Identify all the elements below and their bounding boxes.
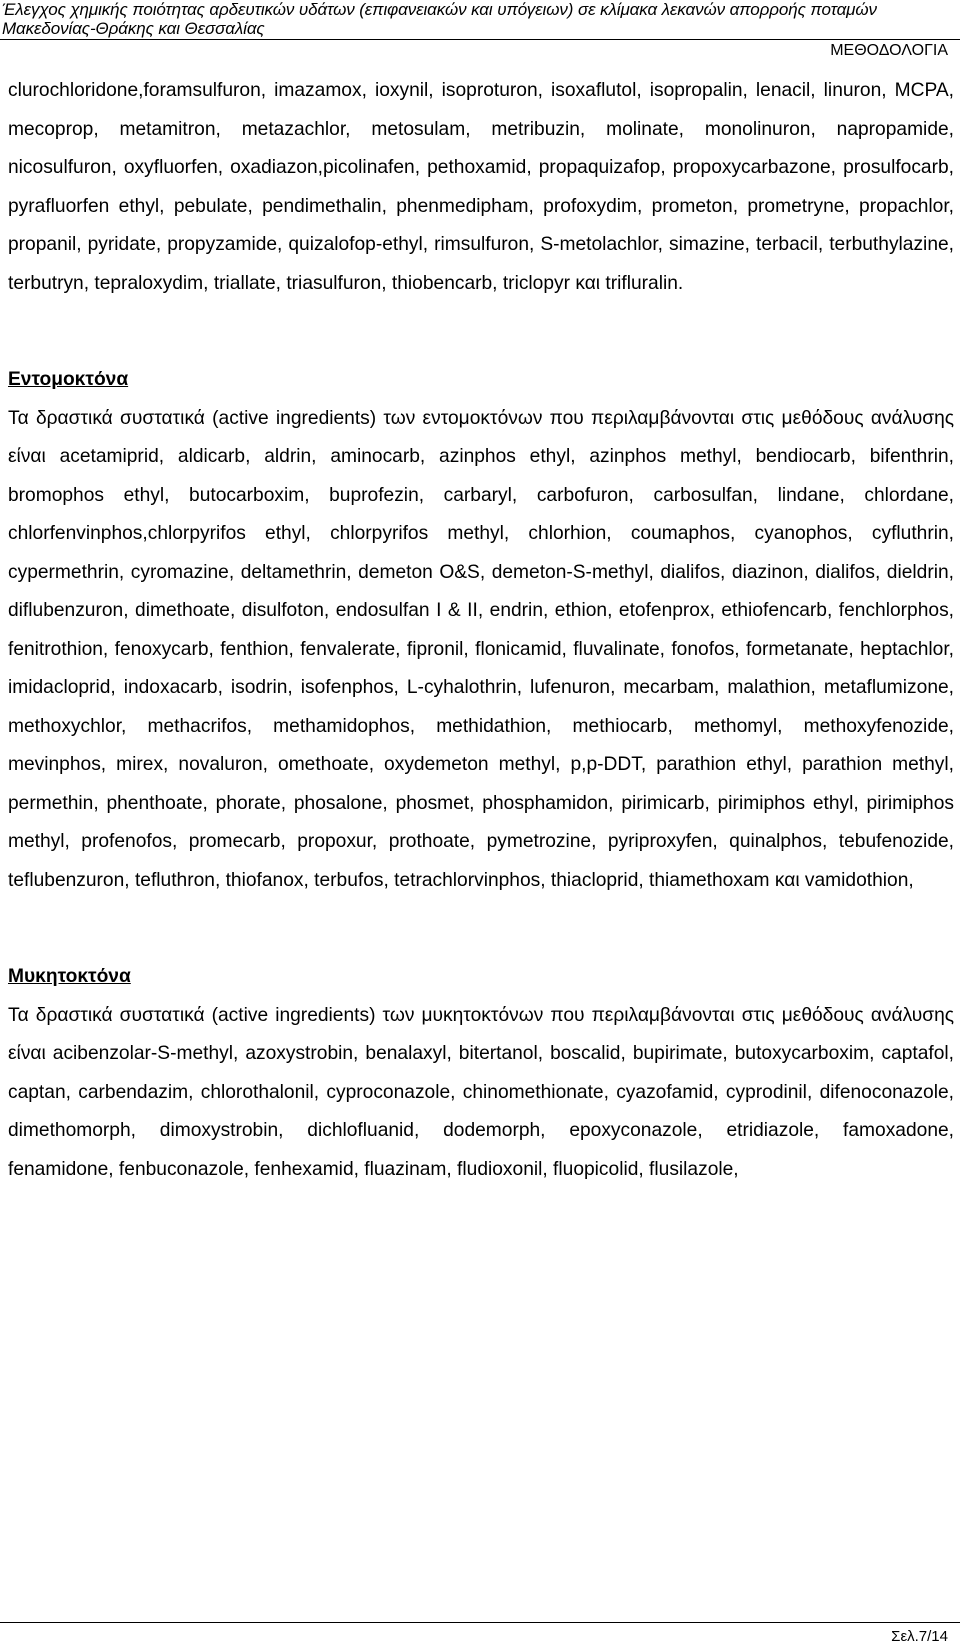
insecticides-heading: Εντομοκτόνα xyxy=(8,369,129,390)
page-content xyxy=(8,72,954,1189)
spacer xyxy=(8,900,954,958)
herbicides-list-paragraph: clurochloridone,foramsulfuron, imazamox, ioxynil, isoproturon, isoxaflutol, isopropalin, lenacil, linuron, MCPA, mecoprop, metamitron, metazachlor, metosulam, metribuzin, molinate, monolinuron, napropamide, nicosulfuron, oxyfluorfen, oxadiazon,picolinafen, pethoxamid, propaquizafop, propoxycarbazone, prosulfocarb, pyrafluorfen ethyl, pebulate, pendimethalin, phenmedipham, profoxydim, prometon, prometryne, propachlor, propanil, pyridate, propyzamide, quizalofop-ethyl, rimsulfuron, S-metolachlor, simazine, terbacil, terbuthylazine, terbutryn, tepraloxydim, triallate, triasulfuron, thiobencarb, triclopyr και trifluralin. xyxy=(8,80,954,294)
fungicides-heading: Μυκητοκτόνα xyxy=(8,966,131,987)
footer-divider xyxy=(0,1622,960,1623)
insecticides-paragraph: Τα δραστικά συστατικά (active ingredients) των εντομοκτόνων που περιλαμβάνονται στις μεθόδους ανάλυσης είναι acetamiprid, aldicarb, aldrin, aminocarb, azinphos ethyl, azinphos methyl, bendiocarb, bifenthrin, bromophos ethyl, butocarboxim, buprofezin, carbaryl, carbofuron, carbosulfan, lindane, chlordane, chlorfenvinphos,chlorpyrifos ethyl, chlorpyrifos methyl, chlorhion, coumaphos, cyanophos, cyfluthrin, cypermethrin, cyromazine, deltamethrin, demeton O&S, demeton-S-methyl, dialifos, diazinon, dialifos, dieldrin, diflubenzuron, dimethoate, disulfoton, endosulfan I & II, endrin, ethion, etofenprox, ethiofencarb, fenchlorphos, fenitrothion, fenoxycarb, fenthion, fenvalerate, fipronil, flonicamid, fluvalinate, fonofos, formetanate, heptachlor, imidacloprid, indoxacarb, isodrin, isofenphos, L-cyhalothrin, lufenuron, mecarbam, malathion, metaflumizone, methoxychlor, methacrifos, methamidophos, methidathion, methiocarb, methomyl, methoxyfenozide, mevinphos, mirex, novaluron, omethoate, oxydemeton methyl, p,p-DDT, parathion ethyl, parathion methyl, permethin, phenthoate, phorate, phosalone, phosmet, phosphamidon, pirimicarb, pirimiphos ethyl, pirimiphos methyl, profenofos, promecarb, propoxur, prothoate, pymetrozine, pyriproxyfen, quinalphos, tebufenozide, teflubenzuron, tefluthron, thiofanox, terbufos, tetrachlorvinphos, thiacloprid, thiamethoxam και vamidothion, xyxy=(8,407,954,891)
header-divider xyxy=(0,39,960,40)
fungicides-paragraph: Τα δραστικά συστατικά (active ingredients) των μυκητοκτόνων που περιλαμβάνονται στις μεθόδους ανάλυσης είναι acibenzolar-S-methyl, azoxystrobin, benalaxyl, bitertanol, boscalid, bupirimate, butoxycarboxim, captafol, captan, carbendazim, chlorothalonil, cyproconazole, chinomethionate, cyazofamid, cyprodinil, difenoconazole, dimethomorph, dimoxystrobin, dichlofluanid, dodemorph, epoxyconazole, etridiazole, famoxadone, fenamidone, fenbuconazole, fenhexamid, fluazinam, fludioxonil, fluopicolid, flusilazole, xyxy=(8,1004,954,1180)
page-header xyxy=(0,0,960,40)
section-label: ΜΕΘΟΔΟΛΟΓΙΑ xyxy=(830,42,948,59)
spacer xyxy=(8,303,954,361)
header-title-line-2: Μακεδονίας-Θράκης και Θεσσαλίας xyxy=(2,19,265,38)
page-number: Σελ.7/14 xyxy=(891,1628,948,1645)
header-title-line-1: Έλεγχος χημικής ποιότητας αρδευτικών υδάτων (επιφανειακών και υπόγειων) σε κλίμακα λεκανών απορροής ποταμών xyxy=(2,0,877,19)
